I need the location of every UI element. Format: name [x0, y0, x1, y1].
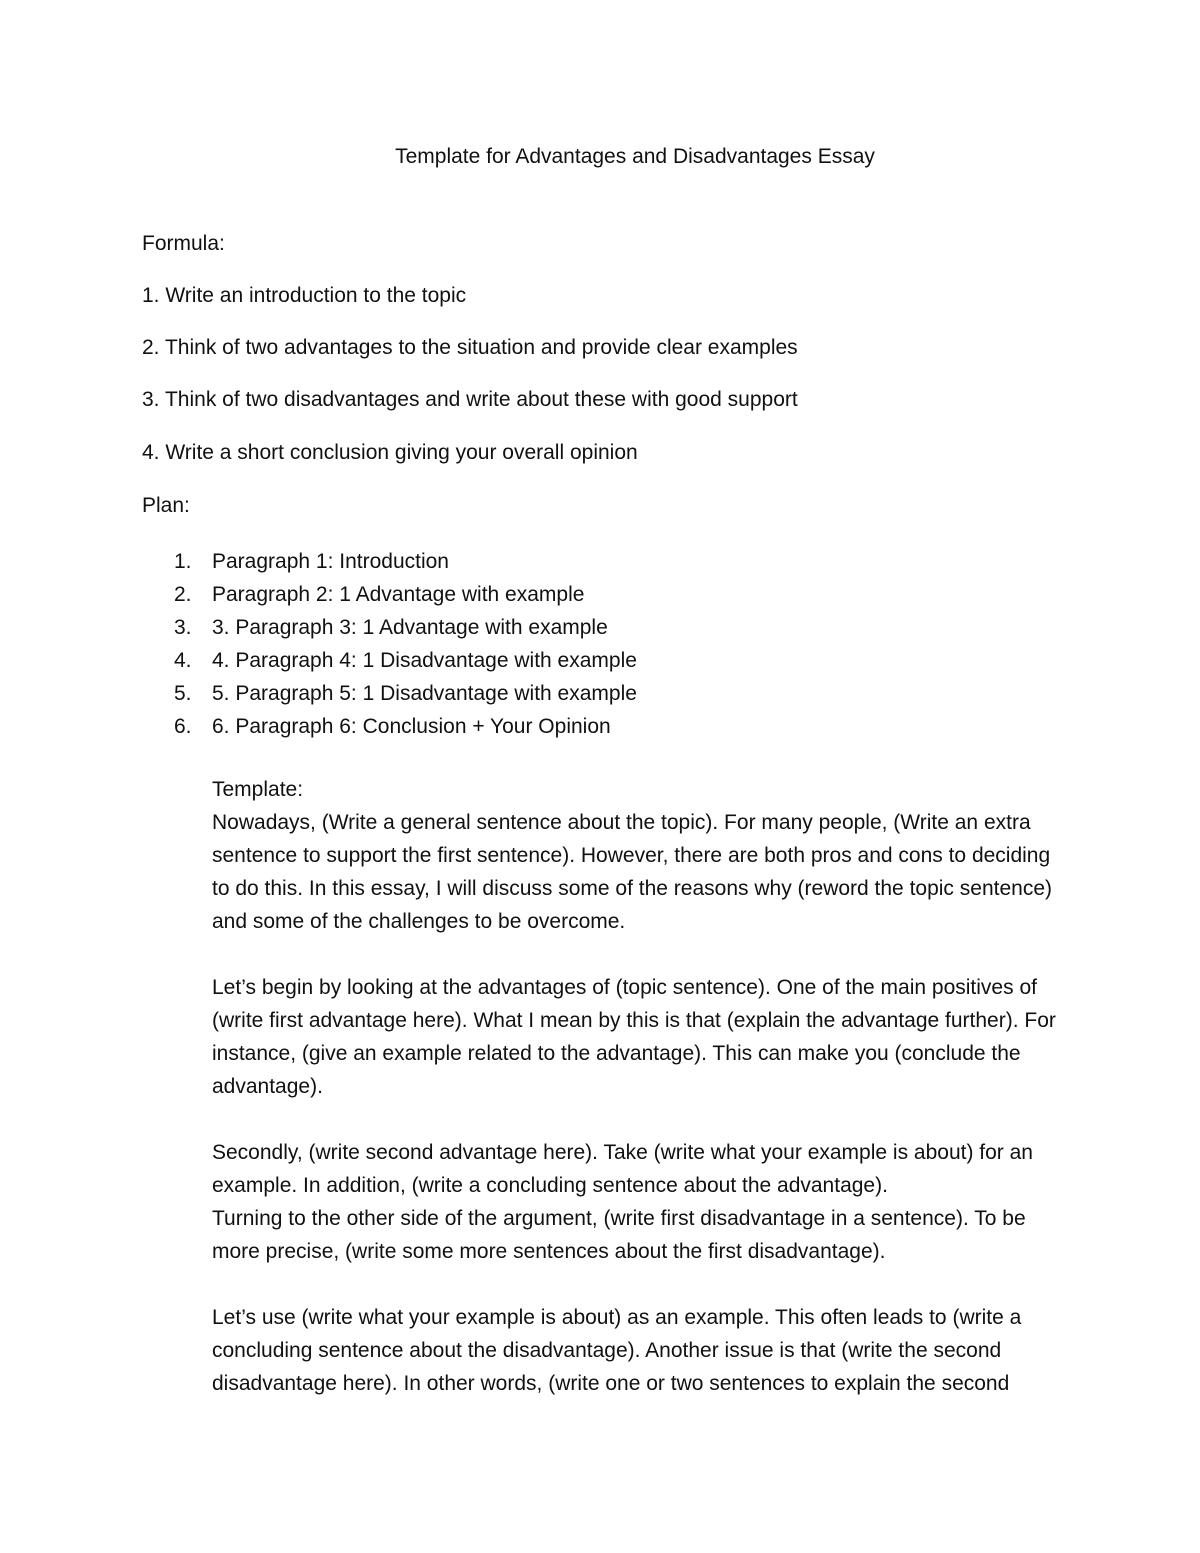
- formula-step-2: 2. Think of two advantages to the situation and provide clear examples: [142, 336, 798, 359]
- plan-item: [174, 677, 637, 710]
- plan-item-number: 5.: [174, 682, 192, 705]
- plan-item-text: Paragraph 1: Introduction: [212, 550, 449, 573]
- plan-item-text: 3. Paragraph 3: 1 Advantage with example: [212, 616, 608, 639]
- plan-item-number: 6.: [174, 715, 192, 738]
- plan-item-number: 1.: [174, 550, 192, 573]
- paragraph-spacer: [212, 1103, 1072, 1136]
- plan-item-text: 4. Paragraph 4: 1 Disadvantage with example: [212, 649, 637, 672]
- template-section: [212, 773, 1072, 1400]
- plan-item-number: 4.: [174, 649, 192, 672]
- plan-item: [174, 611, 637, 644]
- plan-list: [174, 545, 637, 743]
- plan-item-number: 2.: [174, 583, 192, 606]
- plan-item: [174, 644, 637, 677]
- template-paragraph-first-disadvantage: Turning to the other side of the argument, (write first disadvantage in a sentence). To be more precise, (write some more sentences about the first disadvantage).: [212, 1207, 1026, 1263]
- plan-item: [174, 710, 637, 743]
- plan-item: [174, 545, 637, 578]
- formula-step-4: 4. Write a short conclusion giving your overall opinion: [142, 441, 638, 464]
- template-paragraph-second-disadvantage: Let’s use (write what your example is about) as an example. This often leads to (write a concluding sentence about the disadvantage). Another issue is that (write the second disadvantage here). In other words, (write one or two sentences to explain the second: [212, 1306, 1022, 1395]
- template-paragraph-introduction: Nowadays, (Write a general sentence about the topic). For many people, (Write an extra sentence to support the first sentence). However, there are both pros and cons to deciding to do this. In this essay, I will discuss some of the reasons why (reword the topic sentence) and some of the challenges to be overcome.: [212, 811, 1052, 933]
- paragraph-spacer: [212, 938, 1072, 971]
- template-paragraph-second-advantage: Secondly, (write second advantage here). Take (write what your example is about) for an example. In addition, (write a concluding sentence about the advantage).: [212, 1141, 1033, 1197]
- formula-step-3: 3. Think of two disadvantages and write about these with good support: [142, 388, 798, 411]
- plan-item-number: 3.: [174, 616, 192, 639]
- plan-item-text: 6. Paragraph 6: Conclusion + Your Opinion: [212, 715, 611, 738]
- plan-item-text: 5. Paragraph 5: 1 Disadvantage with example: [212, 682, 637, 705]
- paragraph-spacer: [212, 1268, 1072, 1301]
- plan-item: [174, 578, 637, 611]
- plan-item-text: Paragraph 2: 1 Advantage with example: [212, 583, 585, 606]
- document-title: Template for Advantages and Disadvantages Essay: [395, 145, 875, 168]
- template-paragraph-first-advantage: Let’s begin by looking at the advantages of (topic sentence). One of the main positives of (write first advantage here). What I mean by this is that (explain the advantage further). For instance, (give an example related to the advantage). This can make you (conclude the advantage).: [212, 976, 1056, 1098]
- template-heading: Template:: [212, 778, 304, 801]
- plan-heading: Plan:: [142, 494, 190, 517]
- formula-heading: Formula:: [142, 232, 225, 255]
- formula-step-1: 1. Write an introduction to the topic: [142, 284, 467, 307]
